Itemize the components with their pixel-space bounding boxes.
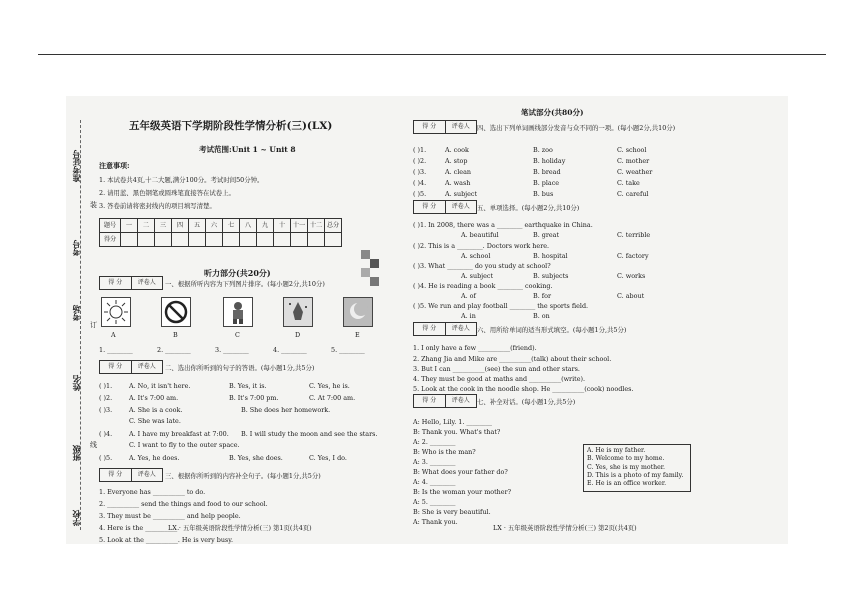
part3-item-1: 1. Everyone has __________ to do. [99,488,206,496]
blurred-patch [361,250,370,259]
part2-q1-b: B. Yes, it is. [229,382,267,390]
exam-scope: 考试范围:Unit 1 ~ Unit 8 [199,145,296,154]
part3-item-3: 3. They must be __________ and help people. [99,512,241,520]
grader-box [413,200,477,214]
score-header-cell: 一 [121,219,138,233]
cut-mark-1: 装 [90,201,97,209]
picture-c-person [223,297,253,327]
part4-q4-a: A. wash [445,179,471,187]
part5-q2-c: C. factory [617,252,649,260]
part5-instruction: 五、单项选择。(每小题2分,共10分) [477,204,580,212]
part6-item-3: 3. But I can __________(see) the sun and other stars. [413,365,580,373]
grader-name-label: 评卷人 [451,397,470,404]
score-header-cell: 总分 [325,219,342,233]
part2-q1-num: ( )1. [99,382,113,390]
part2-q5-num: ( )5. [99,454,113,462]
left-page-footer: LX · 五年级英语阶段性学情分析(三) 第1页(共4页) [168,524,312,532]
score-cell[interactable] [291,233,308,247]
blank-number: 3. [215,346,222,354]
part4-q4-num: ( )4. [413,179,427,187]
grader-score-label: 得 分 [414,121,446,133]
moon-icon [344,298,372,326]
part5-q2-a: A. school [461,252,491,260]
grader-box [99,360,163,374]
part2-q2-b: B. It's 7:00 pm. [229,394,279,402]
part4-q5-b: B. bus [533,190,554,198]
exam-title: 五年级英语下学期阶段性学情分析(三)(LX) [129,120,333,132]
part3-instruction: 三、根据你所听到的内容补全句子。(每小题1分,共5分) [165,472,321,480]
score-header-cell: 七 [223,219,240,233]
part5-q3-c: C. works [617,272,646,280]
part4-q1-b: B. zoo [533,146,553,154]
part2-q4-num: ( )4. [99,430,113,438]
letter-c: C [235,331,240,339]
blank-number: 2. [157,346,164,354]
score-header-cell: 九 [257,219,274,233]
part2-q5-a: A. Yes, he does. [129,454,180,462]
part4-instruction: 四、选出下列单词画线部分发音与众不同的一项。(每小题2分,共10分) [477,124,676,132]
prohibit-icon [162,298,190,326]
option-d: D. This is a photo of my family. [587,472,684,480]
part4-q4-b: B. place [533,179,560,187]
part2-q2-a: A. It's 7:00 am. [129,394,179,402]
part6-item-2: 2. Zhang Jia and Mike are __________(talk) about their school. [413,355,612,363]
part5-q1: ( )1. In 2008, there was a ________ earthquake in China. [413,221,593,229]
part5-q5-b: B. on [533,312,550,320]
picture-d-space [283,297,313,327]
part7-instruction: 七、补全对话。(每小题1分,共5分) [477,398,576,406]
left-page [99,100,389,544]
grader-box [99,468,163,482]
note-3: 3. 答卷前请将密封线内的项目填写清楚。 [99,202,216,210]
letter-d: D [295,331,301,339]
grader-score-label: 得 分 [100,469,132,481]
score-cell[interactable] [206,233,223,247]
score-table [99,218,342,247]
score-header-cell: 十二 [308,219,325,233]
blank-number: 5. [331,346,338,354]
part4-q1-c: C. school [617,146,647,154]
margin-label-class: 班级 [71,445,81,461]
part2-q3-b: B. She does her homework. [241,406,331,414]
person-icon [224,298,252,326]
part3-item-4: 4. Here is the __________. [99,524,180,532]
letter-a: A [111,331,116,339]
part2-q5-b: B. Yes, she does. [229,454,283,462]
score-cell[interactable] [172,233,189,247]
score-header-cell: 五 [189,219,206,233]
score-cell[interactable] [155,233,172,247]
blank-number: 1. [99,346,106,354]
score-row-label: 得分 [100,233,121,247]
part4-q5-num: ( )5. [413,190,427,198]
part5-q5-a: A. in [461,312,476,320]
grader-score-label: 得 分 [100,277,132,289]
cut-mark-3: 线 [90,441,97,449]
option-a: A. He is my father. [587,447,646,454]
part6-instruction: 六、用所给单词的适当形式填空。(每小题1分,共5分) [477,326,627,334]
grader-score-label: 得 分 [414,201,446,213]
part2-q1-a: A. No, it isn't here. [129,382,191,390]
option-b: B. Welcome to my home. [587,455,665,463]
top-rule [38,54,826,55]
score-header-cell: 题号 [100,219,121,233]
part4-q2-b: B. holiday [533,157,566,165]
part6-item-1: 1. I only have a few __________(friend). [413,344,537,352]
dialogue-line-4: B: Who is the man? [413,448,476,456]
score-cell[interactable] [223,233,240,247]
blurred-patch [370,259,379,268]
part4-q5-a: A. subject [445,190,478,198]
part2-q3-num: ( )3. [99,406,113,414]
part4-q2-a: A. stop [445,157,468,165]
score-cell[interactable] [325,233,342,247]
part4-q5-c: C. careful [617,190,649,198]
note-1: 1. 本试卷共4页,十二大题,满分100分。考试时间50分钟。 [99,176,264,184]
part5-q4: ( )4. He is reading a book ________ cooking. [413,282,553,290]
note-2: 2. 请用蓝、黑色钢笔或圆珠笔直接答在试卷上。 [99,189,235,197]
part2-q4-c: C. I want to fly to the outer space. [129,441,240,449]
grader-score-label: 得 分 [100,361,132,373]
dialogue-options-box [583,444,691,492]
grader-name-label: 评卷人 [451,203,470,210]
dialogue-line-9: A: 5. ________ [413,498,456,506]
notes-header: 注意事项: [99,161,130,170]
blank-1[interactable]: 1. ________ [99,346,133,354]
dialogue-line-6: B: What does your father do? [413,468,508,476]
part5-q2: ( )2. This is a ________. Doctors work here. [413,242,550,250]
part2-q2-c: C. At 7:00 am. [309,394,356,402]
grader-score-label: 得 分 [414,323,446,335]
grader-name-label: 评卷人 [137,363,156,370]
grader-box [413,322,477,336]
letter-b: B [173,331,178,339]
score-header-cell: 三 [155,219,172,233]
part5-q4-c: C. about [617,292,645,300]
score-cell[interactable] [274,233,291,247]
score-header-cell: 十一 [291,219,308,233]
part5-q2-b: B. hospital [533,252,568,260]
grader-name-label: 评卷人 [137,279,156,286]
score-cell[interactable] [308,233,325,247]
cut-mark-2: 订 [90,321,97,329]
dialogue-line-1: A: Hello, Lily. 1. ________ [413,418,492,426]
picture-a-sun [101,297,131,327]
blank-3[interactable]: 3. ________ [215,346,249,354]
part2-instruction: 二、选出你所听到的句子的答语。(每小题1分,共5分) [165,364,315,372]
margin-label-school: 学校 [71,510,81,526]
part4-q3-a: A. clean [445,168,472,176]
seal-line [80,120,82,530]
grader-score-label: 得 分 [414,395,446,407]
margin-label-exam-number: 考号 [71,240,81,256]
part2-q5-c: C. Yes, I do. [309,454,347,462]
dialogue-line-7: A: 4. ________ [413,478,456,486]
part3-item-2: 2. __________ send the things and food to our school. [99,500,268,508]
score-header-cell: 十 [274,219,291,233]
option-c: C. Yes, she is my mother. [587,463,665,471]
part4-q2-num: ( )2. [413,157,427,165]
part6-item-5: 5. Look at the cook in the noodle shop. He __________(cook) noodles. [413,385,634,393]
blank-4[interactable]: 4. ________ [273,346,307,354]
blurred-patch [370,277,379,286]
blurred-patch [361,268,370,277]
rocket-icon [284,298,312,326]
margin-label-exam-id: 准考证号 [71,150,81,182]
letter-e: E [355,331,360,339]
part5-q5: ( )5. We run and play football ________ the sports field. [413,302,589,310]
margin-label-exam-room: 考场 [71,305,81,321]
sun-icon [102,298,130,326]
part5-q3-b: B. subjects [533,272,569,280]
score-header-cell: 二 [138,219,155,233]
part2-q1-c: C. Yes, he is. [309,382,350,390]
part4-q3-b: B. bread [533,168,561,176]
part5-q1-c: C. terrible [617,231,651,239]
blank-number: 4. [273,346,280,354]
right-page-footer: LX · 五年级英语阶段性学情分析(三) 第2页(共4页) [493,524,637,532]
part4-q3-num: ( )3. [413,168,427,176]
margin-label-name: 姓名 [71,375,81,391]
score-cell[interactable] [240,233,257,247]
part5-q1-b: B. great [533,231,560,239]
dialogue-line-2: B: Thank you. What's that? [413,428,501,436]
grader-box [413,394,477,408]
blank-5[interactable]: 5. ________ [331,346,365,354]
dialogue-line-10: B: She is very beautiful. [413,508,491,516]
score-header-cell: 六 [206,219,223,233]
written-header: 笔试部分(共80分) [521,108,584,117]
dialogue-line-8: B: Is the woman your mother? [413,488,512,496]
listening-header: 听力部分(共20分) [204,268,271,278]
part4-q3-c: C. weather [617,168,653,176]
part2-q4-a: A. I have my breakfast at 7:00. [129,430,229,438]
part3-item-5: 5. Look at the __________. He is very busy. [99,536,234,544]
part4-q2-c: C. mother [617,157,650,165]
grader-box [413,120,477,134]
grader-name-label: 评卷人 [451,325,470,332]
right-page [411,100,716,540]
option-e: E. He is an office worker. [587,480,667,488]
dialogue-line-3: A: 2. ________ [413,438,456,446]
part5-q4-b: B. for [533,292,552,300]
score-cell[interactable] [257,233,274,247]
part4-q1-a: A. cook [445,146,469,154]
part5-q3: ( )3. What ________ do you study at school? [413,262,551,270]
part5-q4-a: A. of [461,292,476,300]
score-header-cell: 八 [240,219,257,233]
picture-b-no-sign [161,297,191,327]
dialogue-line-11: A: Thank you. [413,518,458,526]
part4-q4-c: C. take [617,179,640,187]
score-header-cell: 四 [172,219,189,233]
part5-q1-a: A. beautiful [461,231,499,239]
score-cell[interactable] [121,233,138,247]
score-cell[interactable] [138,233,155,247]
part4-q1-num: ( )1. [413,146,427,154]
dialogue-line-5: A: 3. ________ [413,458,456,466]
grader-name-label: 评卷人 [137,471,156,478]
part2-q4-b: B. I will study the moon and see the stars. [241,430,378,438]
part6-item-4: 4. They must be good at maths and __________(write). [413,375,586,383]
picture-e-moon [343,297,373,327]
part5-q3-a: A. subject [461,272,494,280]
grader-box [99,276,163,290]
blank-2[interactable]: 2. ________ [157,346,191,354]
part1-instruction: 一、根据所听内容为下列图片排序。(每小题2分,共10分) [165,280,325,288]
part2-q2-num: ( )2. [99,394,113,402]
part2-q3-c: C. She was late. [129,417,181,425]
part2-q3-a: A. She is a cook. [129,406,183,414]
grader-name-label: 评卷人 [451,123,470,130]
score-cell[interactable] [189,233,206,247]
